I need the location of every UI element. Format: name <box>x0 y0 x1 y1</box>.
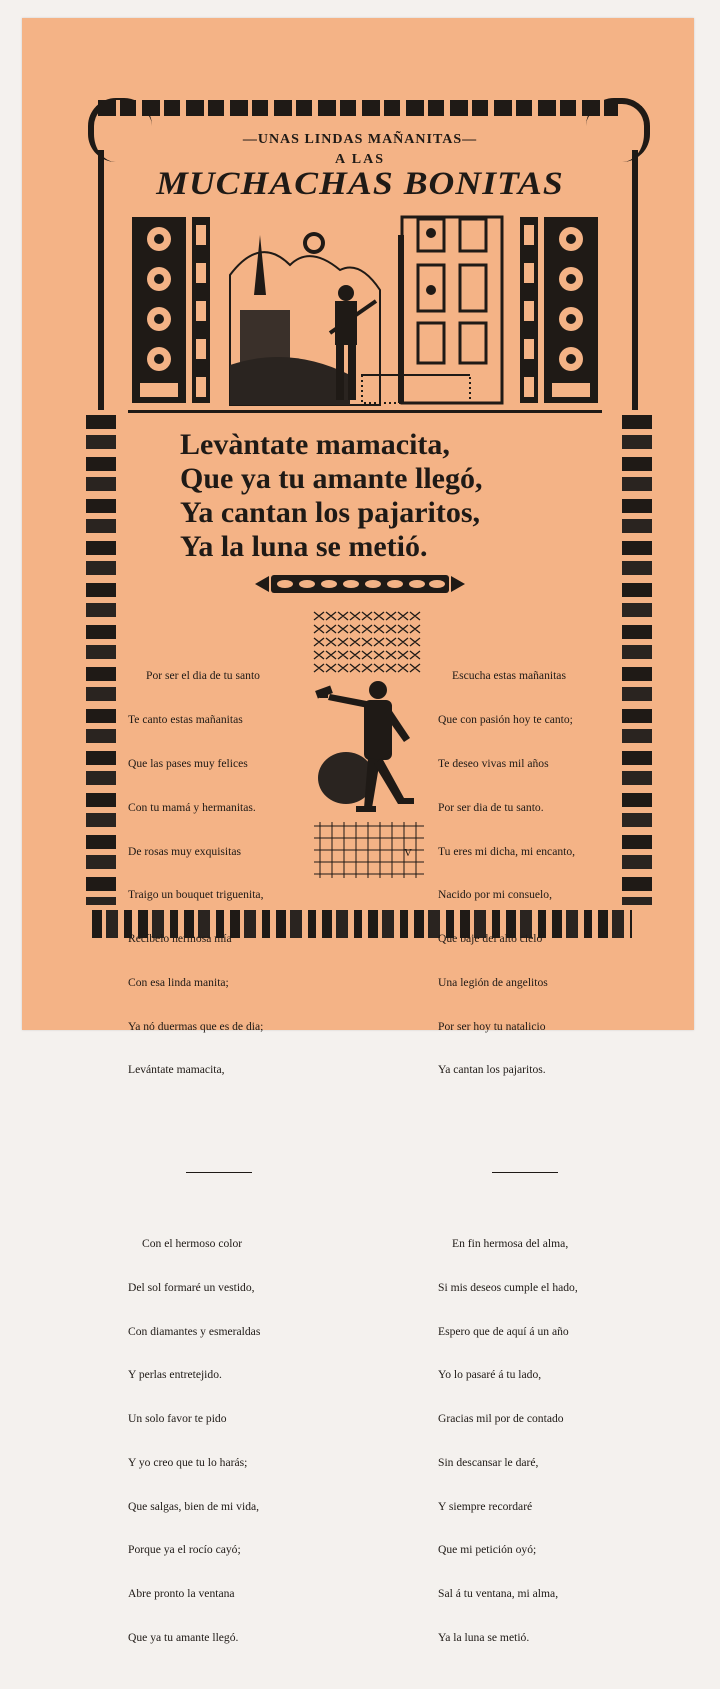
serenade-illustration <box>130 215 600 410</box>
poem-line: Que salgas, bien de mi vida, <box>128 1499 260 1513</box>
poem-column-right <box>438 611 578 1689</box>
poem-line: Te deseo vivas mil años <box>438 756 549 770</box>
poem-line: Una legión de angelitos <box>438 975 548 989</box>
poem-line: Que las pases muy felices <box>128 756 248 770</box>
x-pattern-block <box>314 612 420 672</box>
poem-line: Si mis deseos cumple el hado, <box>438 1280 578 1294</box>
poem-line: Ya la luna se metió. <box>438 1630 530 1644</box>
poem-line: Nacido por mi consuelo, <box>438 888 552 902</box>
refrain-line: Ya cantan los pajaritos, <box>180 496 481 529</box>
refrain-line: Levàntate mamacita, <box>180 428 450 461</box>
poem-line: Recíbelo hermosa mía <box>128 932 232 946</box>
ornamental-divider <box>255 572 465 596</box>
poem-line: Con diamantes y esmeraldas <box>128 1324 261 1338</box>
poem-line: Del sol formaré un vestido, <box>128 1280 255 1294</box>
dancing-man-figure <box>315 681 414 812</box>
stanza-right-1 <box>438 640 578 1107</box>
illustration-underline <box>128 410 602 413</box>
poem-line: Sal á tu ventana, mi alma, <box>438 1587 559 1601</box>
page-title: MUCHACHAS BONITAS <box>156 166 564 202</box>
poem-line: En fin hermosa del alma, <box>452 1236 569 1250</box>
poem-line: Porque ya el rocío cayó; <box>128 1543 241 1557</box>
ornamental-column-left <box>86 415 116 905</box>
poem-line: Por ser hoy tu natalicio <box>438 1019 546 1033</box>
poem-line: Y siempre recordaré <box>438 1499 533 1513</box>
refrain-line: Ya la luna se metió. <box>180 530 428 563</box>
poem-line: Tu eres mi dicha, mi encanto, <box>438 844 576 858</box>
poem-line: Gracias mil por de contado <box>438 1412 564 1426</box>
stanza-separator <box>492 1172 558 1173</box>
poem-line: Por ser dia de tu santo. <box>438 800 544 814</box>
poem-line: Yo lo pasaré á tu lado, <box>438 1368 542 1382</box>
stanza-separator <box>186 1172 252 1173</box>
house-facade <box>362 217 502 403</box>
poem-line: Y perlas entretejido. <box>128 1368 222 1382</box>
poem-line: Que ya tu amante llegó. <box>128 1630 239 1644</box>
header-connector: A LAS <box>334 152 386 167</box>
serenader-figure <box>330 285 376 400</box>
grid-mark: V <box>404 847 412 859</box>
poem-line: Ya cantan los pajaritos. <box>438 1063 546 1077</box>
stanza-left-2 <box>128 1208 263 1675</box>
floral-panel-right <box>520 217 598 403</box>
poem-line: Que baje del alto cielo <box>438 932 543 946</box>
poem-line: Traigo un bouquet triguenita, <box>128 888 264 902</box>
scene-garden-house <box>230 217 502 405</box>
poem-line: Abre pronto la ventana <box>128 1587 235 1601</box>
poem-line: Ya nó duermas que es de dia; <box>128 1019 264 1033</box>
stanza-right-2 <box>438 1208 578 1675</box>
poem-line: Que con pasión hoy te canto; <box>438 713 573 727</box>
poem-line: Espero que de aquí á un año <box>438 1324 569 1338</box>
poem-line: Con tu mamá y hermanitas. <box>128 800 256 814</box>
header-kicker: —UNAS LINDAS MAÑANITAS— <box>242 132 478 147</box>
poem-line: Con esa linda manita; <box>128 975 229 989</box>
stanza-left-1 <box>128 640 263 1107</box>
poem-line: Que mi petición oyó; <box>438 1543 537 1557</box>
floral-panel-left <box>132 217 210 403</box>
ornamental-column-right <box>622 415 652 905</box>
poem-line: Te canto estas mañanitas <box>128 713 243 727</box>
refrain-verse <box>180 428 580 564</box>
center-illustration <box>312 608 426 880</box>
poem-column-left <box>128 611 263 1689</box>
poem-line: Un solo favor te pido <box>128 1412 227 1426</box>
poem-line: Por ser el dia de tu santo <box>146 669 260 683</box>
poem-line: Con el hermoso color <box>142 1236 243 1250</box>
poem-line: Escucha estas mañanitas <box>452 669 566 683</box>
refrain-line: Que ya tu amante llegó, <box>180 462 483 495</box>
poem-line: De rosas muy exquisitas <box>128 844 242 858</box>
poem-line: Levántate mamacita, <box>128 1063 225 1077</box>
poem-line: Sin descansar le daré, <box>438 1455 539 1469</box>
poem-line: Y yo creo que tu lo harás; <box>128 1455 248 1469</box>
ornamental-border-top <box>98 100 618 116</box>
